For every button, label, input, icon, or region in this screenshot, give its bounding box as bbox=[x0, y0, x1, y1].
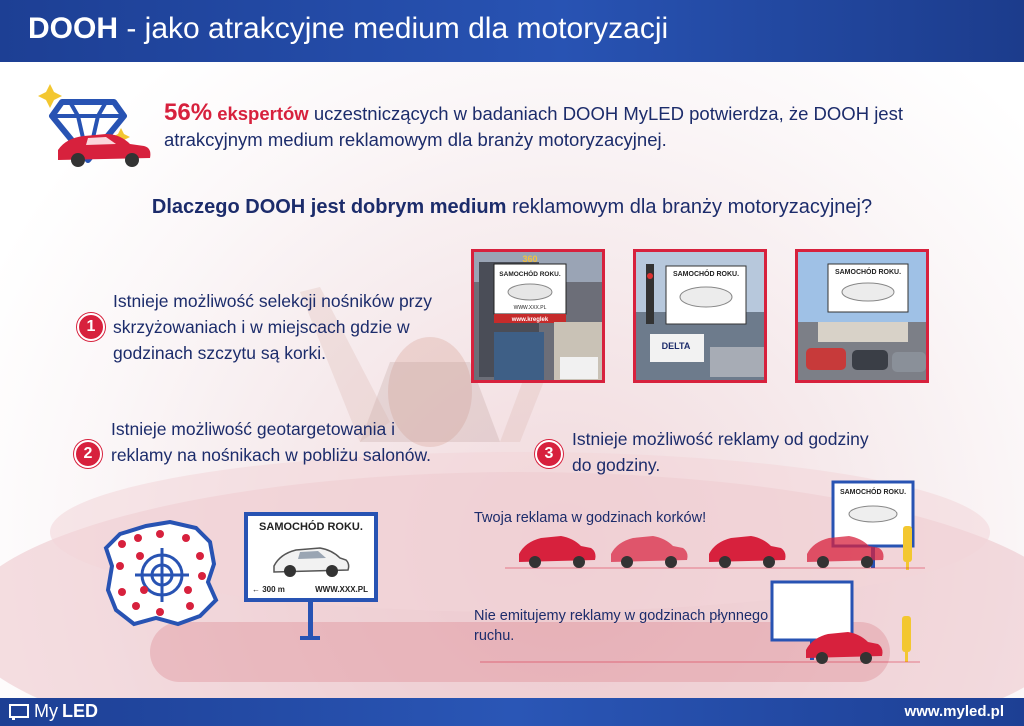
billboard-pole bbox=[308, 602, 313, 638]
experts-label: ekspertów bbox=[217, 103, 309, 124]
section-question: Dlaczego DOOH jest dobrym medium reklamowym dla branży motoryzacyjnej? bbox=[151, 196, 873, 218]
photo1-billboard-url: WWW.XXX.PL bbox=[513, 305, 547, 311]
header-bar bbox=[0, 0, 1024, 62]
photo2-billboard-title: SAMOCHÓD ROKU. bbox=[672, 271, 740, 278]
page-title: DOOH - jako atrakcyjne medium dla motoryzacji bbox=[28, 12, 669, 45]
screen-logo-icon bbox=[8, 703, 30, 721]
photo2-truck-text: DELTA bbox=[661, 341, 691, 351]
photo3-billboard-title: SAMOCHÓD ROKU. bbox=[834, 269, 902, 276]
billboard-photo-3 bbox=[795, 249, 929, 383]
point-3-text: Istnieje możliwość reklamy od godziny do godziny. bbox=[572, 429, 869, 475]
billboard-geotarget bbox=[244, 512, 378, 602]
car-icon bbox=[270, 536, 350, 578]
point-2-text: Istnieje możliwość geotargetowania i reklamy na nośnikach w pobliżu salonów. bbox=[111, 419, 432, 465]
photo1-top-text: 360 bbox=[522, 254, 538, 264]
diamond-car-icon bbox=[36, 84, 156, 174]
intro-statement bbox=[164, 100, 964, 153]
point-2-badge: 2 bbox=[74, 440, 102, 468]
percent-value: 56% bbox=[164, 99, 213, 126]
jam-caption: Twoja reklama w godzinach korków! bbox=[474, 510, 707, 526]
billboard-url: WWW.XXX.PL bbox=[315, 585, 368, 594]
intro-text: uczestniczących w badaniach DOOH MyLED potwierdza, że DOOH jest atrakcyjnym medium reklamowym dla branży motoryzacyjnej. bbox=[164, 103, 903, 150]
footer-bar bbox=[0, 698, 1024, 726]
point-1-text: Istnieje możliwość selekcji nośników przy skrzyżowaniach i w miejscach gdzie w godzinach szczytu są korki. bbox=[113, 291, 432, 363]
photo1-store-sign: www.kreglek bbox=[511, 317, 549, 323]
point-1-badge: 1 bbox=[77, 313, 105, 341]
billboard-base bbox=[300, 636, 320, 640]
myled-logo: My LED bbox=[8, 701, 98, 722]
photo1-billboard-title: SAMOCHÓD ROKU. bbox=[499, 271, 561, 278]
flow-caption: Nie emitujemy reklamy w godzinach płynnego ruchu. bbox=[474, 608, 769, 644]
poland-map-target-icon bbox=[100, 520, 220, 630]
small-billboard-title: SAMOCHÓD ROKU. bbox=[839, 489, 907, 496]
footer-website: www.myled.pl bbox=[904, 703, 1004, 720]
billboard-photo-1 bbox=[471, 249, 605, 383]
flowing-traffic-illustration bbox=[480, 578, 930, 668]
traffic-jam-illustration bbox=[505, 476, 925, 576]
billboard-title: SAMOCHÓD ROKU. bbox=[259, 521, 363, 533]
point-3-badge: 3 bbox=[535, 440, 563, 468]
billboard-distance: ← 300 m bbox=[252, 585, 285, 594]
billboard-photo-2 bbox=[633, 249, 767, 383]
